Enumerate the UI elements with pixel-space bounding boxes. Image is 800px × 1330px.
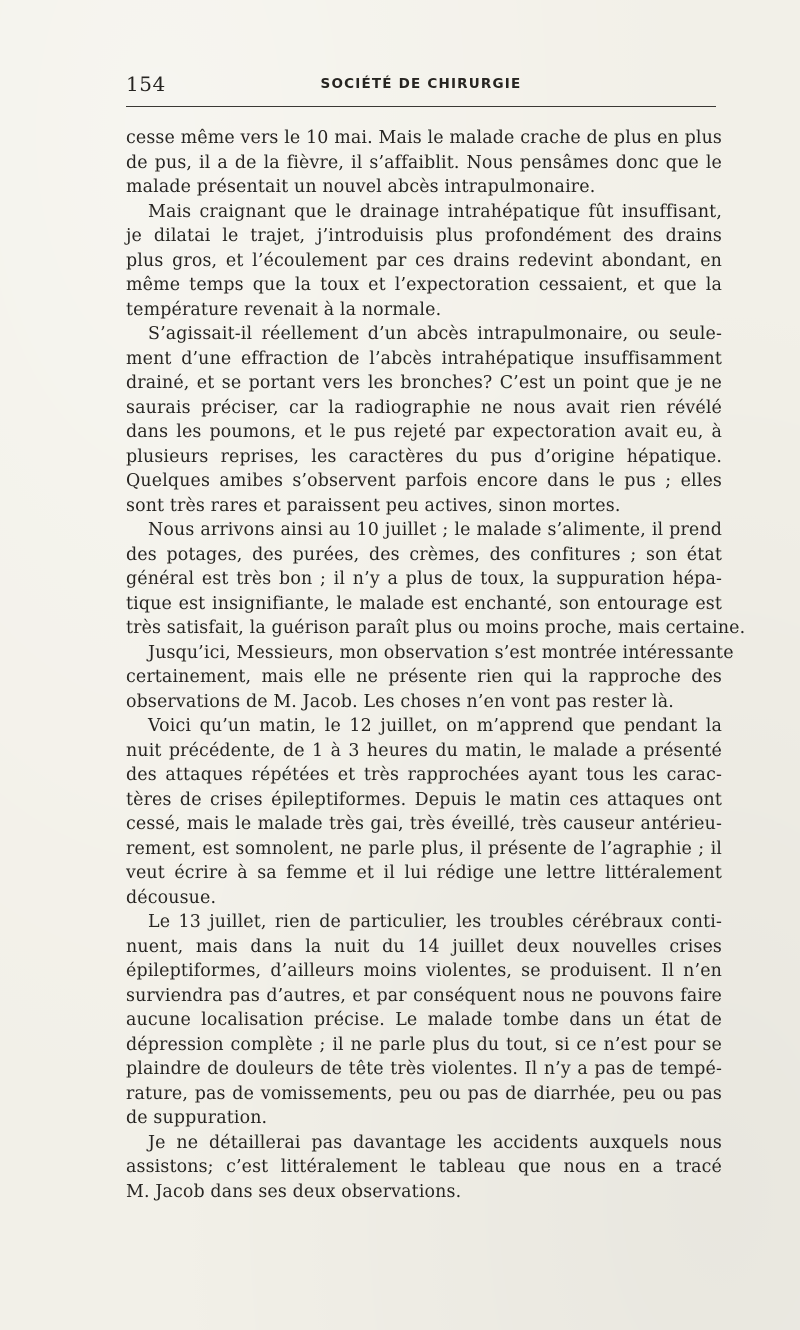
text-line: de suppuration.	[126, 1108, 268, 1128]
text-line: plusieurs reprises, les caractères du pus d’origine hépatique.	[126, 446, 722, 467]
text-line: dans les poumons, et le pus rejeté par expectoration avait eu, à	[126, 422, 722, 442]
text-line: des potages, des purées, des crèmes, des confitures ; son état	[126, 544, 722, 565]
body-text	[126, 126, 746, 1204]
text-line: cesse même vers le 10 mai. Mais le malade crache de plus en plus	[126, 128, 722, 148]
text-line: Voici qu’un matin, le 12 juillet, on m’apprend que pendant la	[148, 716, 722, 736]
text-line: décousue.	[126, 887, 217, 908]
text-line: cessé, mais le malade très gai, très éveillé, très causeur antérieu-	[126, 814, 722, 834]
running-title: SOCIÉTÉ DE CHIRURGIE	[320, 76, 522, 92]
text-line: nuit précédente, de 1 à 3 heures du matin, le malade a présenté	[126, 740, 722, 761]
text-line: très satisfait, la guérison paraît plus ou moins proche, mais certaine.	[126, 618, 746, 638]
text-line: saurais préciser, car la radiographie ne nous avait rien révélé	[126, 397, 722, 418]
text-line: aucune localisation précise. Le malade tombe dans un état de	[126, 1010, 722, 1030]
running-head	[126, 70, 716, 100]
text-line: tères de crises épileptiformes. Depuis le matin ces attaques ont	[126, 789, 722, 810]
text-line: de pus, il a de la fièvre, il s’affaiblit. Nous pensâmes donc que le	[126, 152, 722, 173]
text-line: je dilatai le trajet, j’introduisis plus profondément des drains	[126, 226, 722, 246]
text-line: ment d’une effraction de l’abcès intrahépatique insuffisamment	[126, 348, 722, 369]
page-number: 154	[126, 72, 166, 96]
text-line: Je ne détaillerai pas davantage les accidents auxquels nous	[148, 1132, 722, 1153]
text-line: tique est insignifiante, le malade est enchanté, son entourage est	[126, 593, 722, 614]
header-rule	[126, 106, 716, 107]
text-line: même temps que la toux et l’expectoration cessaient, et que la	[126, 275, 722, 295]
text-line: veut écrire à sa femme et il lui rédige une lettre littéralement	[126, 863, 722, 883]
text-line: drainé, et se portant vers les bronches? C’est un point que je ne	[126, 373, 722, 393]
text-line: malade présentait un nouvel abcès intrapulmonaire.	[126, 177, 596, 197]
text-line: observations de M. Jacob. Les choses n’en vont pas rester là.	[126, 691, 674, 712]
text-line: Le 13 juillet, rien de particulier, les troubles cérébraux conti-	[148, 912, 722, 932]
text-line: assistons; c’est littéralement le tableau que nous en a tracé	[126, 1157, 722, 1177]
text-line: Mais craignant que le drainage intrahépatique fût insuffisant,	[148, 201, 722, 222]
text-line: Jusqu’ici, Messieurs, mon observation s’est montrée intéressante	[148, 642, 734, 663]
text-line: Nous arrivons ainsi au 10 juillet ; le malade s’alimente, il prend	[148, 520, 722, 540]
text-line: rature, pas de vomissements, peu ou pas de diarrhée, peu ou pas	[126, 1083, 722, 1104]
text-line: surviendra pas d’autres, et par conséquent nous ne pouvons faire	[126, 985, 722, 1006]
text-line: S’agissait-il réellement d’un abcès intrapulmonaire, ou seule-	[148, 324, 722, 344]
text-line: certainement, mais elle ne présente rien qui la rapproche des	[126, 667, 722, 687]
text-line: plaindre de douleurs de tête très violentes. Il n’y a pas de tempé-	[126, 1059, 722, 1079]
text-line: nuent, mais dans la nuit du 14 juillet deux nouvelles crises	[126, 936, 722, 957]
text-line: épileptiformes, d’ailleurs moins violentes, se produisent. Il n’en	[126, 961, 722, 981]
text-line: M. Jacob dans ses deux observations.	[126, 1181, 462, 1202]
text-line: dépression complète ; il ne parle plus du tout, si ce n’est pour se	[126, 1034, 722, 1055]
text-line: sont très rares et paraissent peu actives, sinon mortes.	[126, 495, 621, 516]
text-line: plus gros, et l’écoulement par ces drains redevint abondant, en	[126, 250, 722, 271]
text-line: température revenait à la normale.	[126, 299, 442, 320]
text-line: général est très bon ; il n’y a plus de toux, la suppuration hépa-	[126, 569, 722, 589]
text-line: Quelques amibes s’observent parfois encore dans le pus ; elles	[126, 471, 722, 491]
text-line: rement, est somnolent, ne parle plus, il présente de l’agraphie ; il	[126, 838, 722, 859]
text-line: des attaques répétées et très rapprochées ayant tous les carac-	[126, 765, 722, 785]
